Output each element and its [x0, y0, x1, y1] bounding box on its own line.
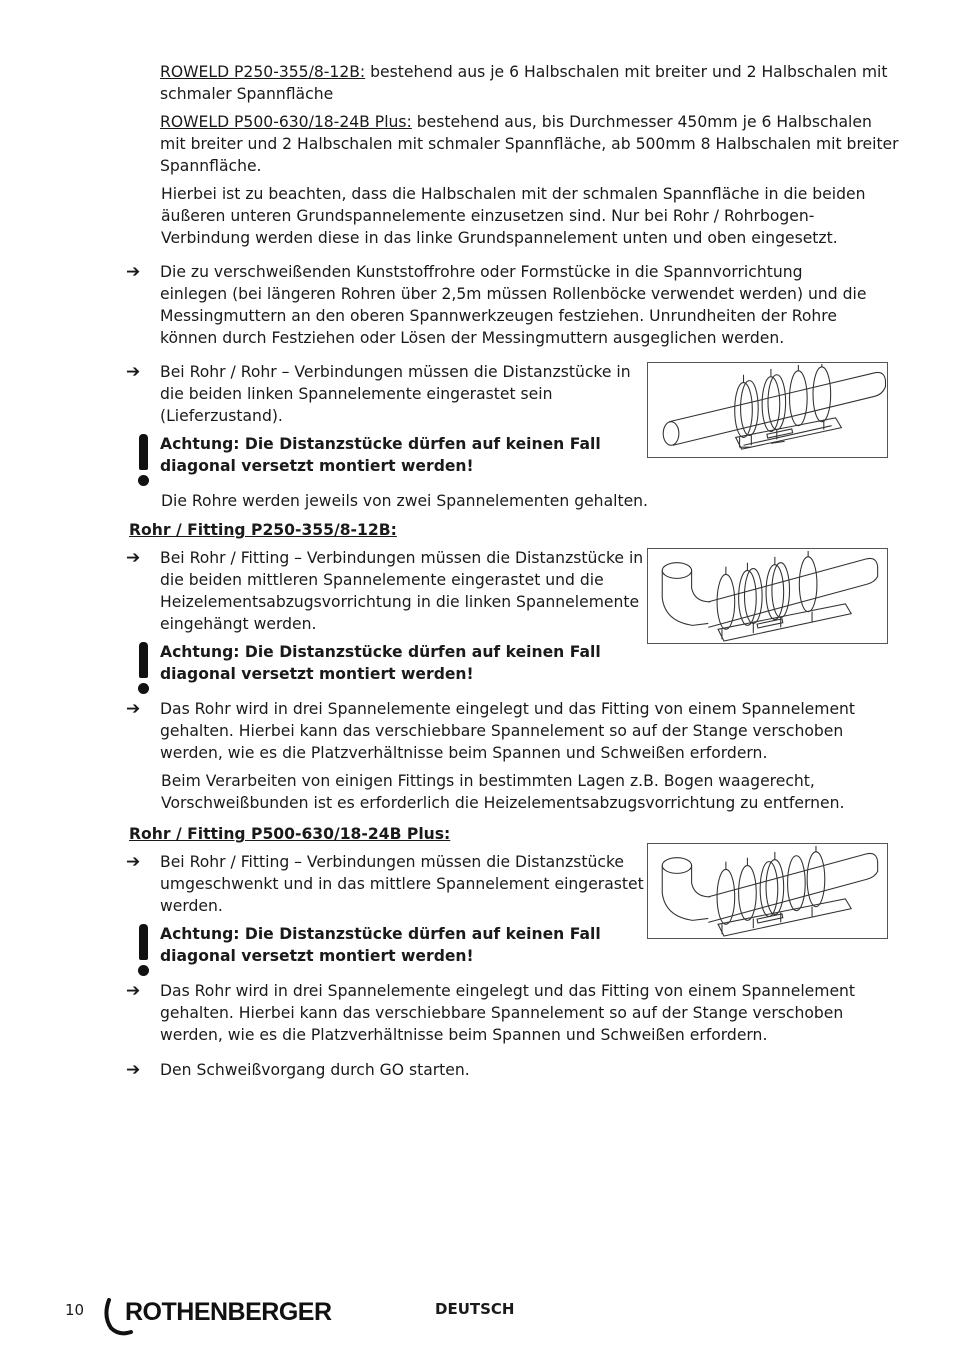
step4-line2: gehalten. Hierbei kann das verschiebbare Spannelement so auf der Stange verschoben: [160, 722, 844, 740]
intro-note-line2: äußeren unteren Grundspannelemente einzusetzen sind. Nur bei Rohr / Rohrbogen-: [161, 207, 815, 225]
step6-line2: gehalten. Hierbei kann das verschiebbare Spannelement so auf der Stange verschoben: [160, 1004, 844, 1022]
p250-description: ROWELD P250-355/8-12B: bestehend aus je 6 Halbschalen mit breiter und 2 Halbschalen mit: [160, 63, 888, 81]
step2-note: Die Rohre werden jeweils von zwei Spannelementen gehalten.: [161, 492, 648, 510]
arrow-bullet-icon: ➔: [126, 362, 141, 382]
step6-line1: Das Rohr wird in drei Spannelemente eingelegt und das Fitting von einem Spannelement: [160, 982, 856, 1000]
arrow-bullet-icon: ➔: [126, 262, 141, 282]
arrow-bullet-icon: ➔: [126, 852, 141, 872]
arrow-bullet-icon: ➔: [126, 1060, 141, 1080]
p500-model-label: ROWELD P500-630/18-24B Plus:: [160, 113, 412, 131]
p500-description-line2: mit breiter und 2 Halbschalen mit schmaler Spannfläche, ab 500mm 8 Halbschalen mit breiter: [160, 135, 899, 153]
heading-p250: Rohr / Fitting P250-355/8-12B:: [129, 521, 397, 539]
warning-exclamation-icon: [137, 642, 149, 696]
step2-line2: die beiden linken Spannelemente eingerastet sein: [160, 385, 553, 403]
warning-line1: Achtung: Die Distanzstücke dürfen auf keinen Fall: [160, 435, 601, 453]
intro-note-line1: Hierbei ist zu beachten, dass die Halbschalen mit der schmalen Spannfläche in die beiden: [161, 185, 866, 203]
figure-pipe-fitting-p500: [647, 843, 888, 939]
step1-line4: können durch Festziehen oder Lösen der Messingmuttern ausgeglichen werden.: [160, 329, 785, 347]
brand-name: ROTHENBERGER: [125, 1298, 332, 1326]
language-label: DEUTSCH: [435, 1300, 515, 1318]
arrow-bullet-icon: ➔: [126, 548, 141, 568]
warning-line2: diagonal versetzt montiert werden!: [160, 947, 474, 965]
step5-line1: Bei Rohr / Fitting – Verbindungen müssen die Distanzstücke: [160, 853, 625, 871]
pipe-fitting-illustration: [648, 844, 887, 938]
warning-exclamation-icon: [137, 434, 149, 488]
step2-line3: (Lieferzustand).: [160, 407, 283, 425]
p250-model-label: ROWELD P250-355/8-12B:: [160, 63, 366, 81]
step1-line3: Messingmuttern an den oberen Spannwerkzeugen festziehen. Unrundheiten der Rohre: [160, 307, 837, 325]
warning-line2: diagonal versetzt montiert werden!: [160, 457, 474, 475]
page-number: 10: [65, 1301, 85, 1319]
brand-logo: [103, 1296, 348, 1336]
p250-description-line2: schmaler Spannfläche: [160, 85, 334, 103]
pipe-pipe-illustration: [648, 363, 887, 457]
step7-line1: Den Schweißvorgang durch GO starten.: [160, 1061, 470, 1079]
step1-line2: einlegen (bei längeren Rohren über 2,5m müssen Rollenböcke verwendet werden) und die: [160, 285, 867, 303]
figure-pipe-fitting-p250: [647, 548, 888, 644]
step4-line3: werden, wie es die Platzverhältnisse beim Spannen und Schweißen erfordern.: [160, 744, 768, 762]
step3-line4: eingehängt werden.: [160, 615, 317, 633]
p500-description: ROWELD P500-630/18-24B Plus: bestehend aus, bis Durchmesser 450mm je 6 Halbschalen: [160, 113, 872, 131]
heading-p500: Rohr / Fitting P500-630/18-24B Plus:: [129, 825, 451, 843]
step3-line3: Heizelementsabzugsvorrichtung in die linken Spannelemente: [160, 593, 640, 611]
warning-line2: diagonal versetzt montiert werden!: [160, 665, 474, 683]
figure-pipe-pipe: [647, 362, 888, 458]
p500-description-line3: Spannfläche.: [160, 157, 262, 175]
arrow-bullet-icon: ➔: [126, 699, 141, 719]
step2-line1: Bei Rohr / Rohr – Verbindungen müssen die Distanzstücke in: [160, 363, 631, 381]
step1-line1: Die zu verschweißenden Kunststoffrohre oder Formstücke in die Spannvorrichtung: [160, 263, 803, 281]
step6-line3: werden, wie es die Platzverhältnisse beim Spannen und Schweißen erfordern.: [160, 1026, 768, 1044]
arrow-bullet-icon: ➔: [126, 981, 141, 1001]
warning-exclamation-icon: [137, 924, 149, 978]
intro-note-line3: Verbindung werden diese in das linke Grundspannelement unten und oben eingesetzt.: [161, 229, 838, 247]
step4-note-line1: Beim Verarbeiten von einigen Fittings in bestimmten Lagen z.B. Bogen waagerecht,: [161, 772, 815, 790]
step5-line2: umgeschwenkt und in das mittlere Spannelement eingerastet: [160, 875, 644, 893]
step4-line1: Das Rohr wird in drei Spannelemente eingelegt und das Fitting von einem Spannelement: [160, 700, 856, 718]
pipe-fitting-illustration: [648, 549, 887, 643]
step4-note-line2: Vorschweißbunden ist es erforderlich die Heizelementsabzugsvorrichtung zu entfernen.: [161, 794, 845, 812]
warning-line1: Achtung: Die Distanzstücke dürfen auf keinen Fall: [160, 925, 601, 943]
warning-line1: Achtung: Die Distanzstücke dürfen auf keinen Fall: [160, 643, 601, 661]
step3-line1: Bei Rohr / Fitting – Verbindungen müssen die Distanzstücke in: [160, 549, 644, 567]
step5-line3: werden.: [160, 897, 223, 915]
step3-line2: die beiden mittleren Spannelemente eingerastet und die: [160, 571, 604, 589]
